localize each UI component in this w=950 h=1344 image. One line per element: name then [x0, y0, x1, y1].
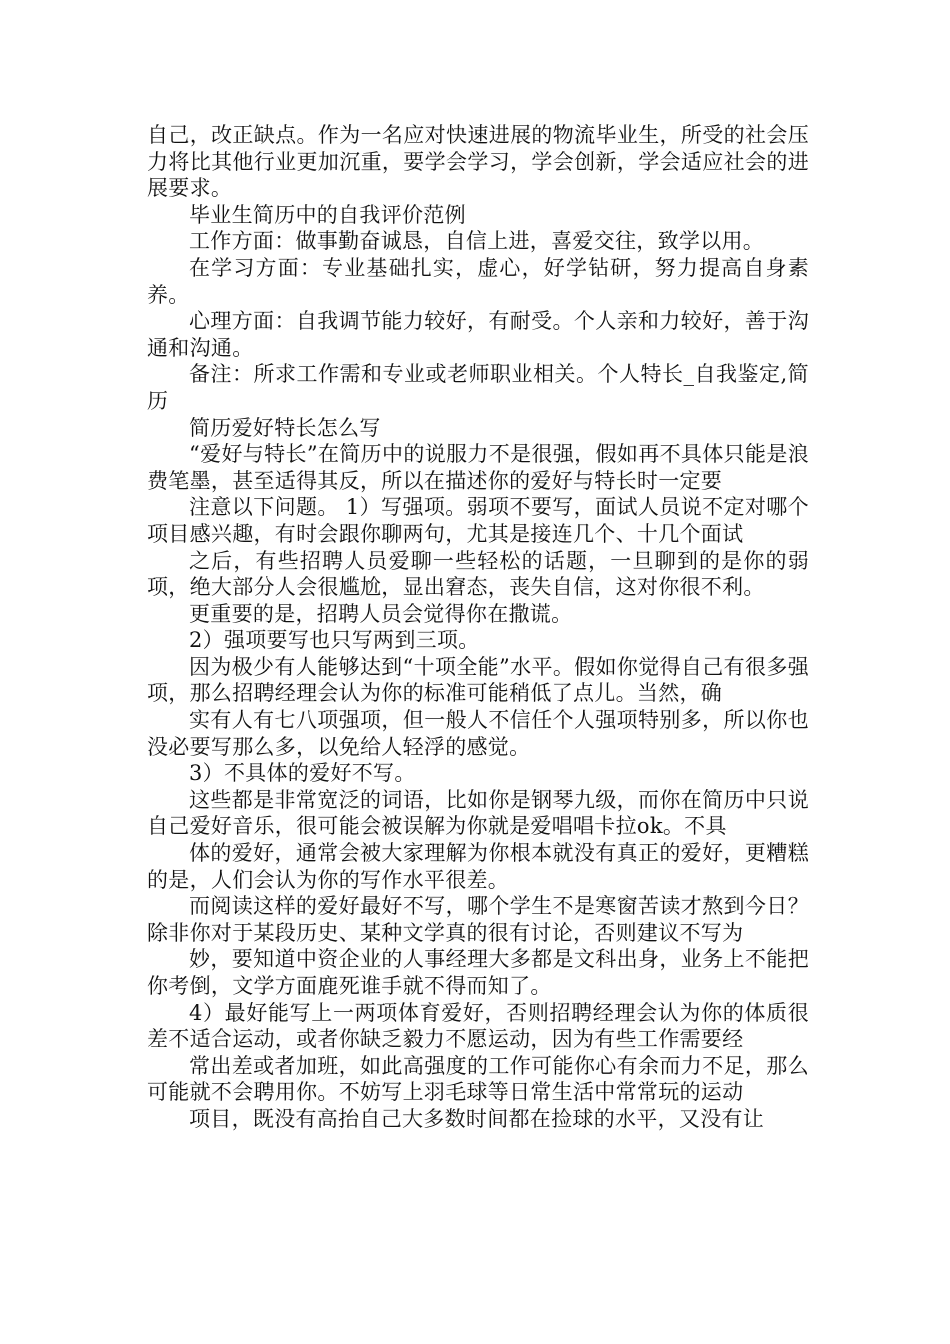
paragraph: 因为极少有人能够达到“十项全能”水平。假如你觉得自己有很多强项，那么招聘经理会认为你的标准可能稍低了点儿。当然，确	[147, 654, 809, 706]
paragraph: 项目，既没有高抬自己大多数时间都在捡球的水平，又没有让	[189, 1106, 765, 1131]
paragraph: 而阅读这样的爱好最好不写，哪个学生不是寒窗苦读才熬到今日？除非你对于某段历史、某种文学真的很有讨论，否则建议不写为	[147, 894, 809, 945]
paragraph: 体的爱好，通常会被大家理解为你根本就没有真正的爱好，更糟糕的是，人们会认为你的写作水平很差。	[147, 841, 809, 892]
paragraph: 2）强项要写也只写两到三项。	[189, 628, 480, 653]
paragraph: 妙，要知道中资企业的人事经理大多都是文科出身，业务上不能把你考倒，文学方面鹿死谁手就不得而知了。	[147, 947, 809, 998]
paragraph: 注意以下问题。 1）写强项。弱项不要写，面试人员说不定对哪个项目感兴趣，有时会跟你聊两句，尤其是接连几个、十几个面试	[147, 495, 809, 546]
paragraph: 之后，有些招聘人员爱聊一些轻松的话题，一旦聊到的是你的弱项，绝大部分人会很尴尬，显出窘态，丧失自信，这对你很不利。	[147, 548, 809, 600]
section-heading: 毕业生简历中的自我评价范例	[189, 202, 466, 227]
paragraph: “爱好与特长”在简历中的说服力不是很强，假如再不具体只能是浪费笔墨，甚至适得其反，所以在描述你的爱好与特长时一定要	[147, 442, 809, 493]
paragraph: 在学习方面：专业基础扎实，虚心，好学钻研，努力提高自身素养。	[147, 255, 809, 307]
paragraph: 常出差或者加班，如此高强度的工作可能你心有余而力不足，那么可能就不会聘用你。不妨写上羽毛球等日常生活中常常玩的运动	[147, 1053, 809, 1105]
paragraph: 4）最好能写上一两项体育爱好，否则招聘经理会认为你的体质很差不适合运动，或者你缺乏毅力不愿运动，因为有些工作需要经	[147, 1000, 809, 1052]
section-heading: 简历爱好特长怎么写	[189, 415, 381, 440]
paragraph: 心理方面：自我调节能力较好，有耐受。个人亲和力较好，善于沟通和沟通。	[147, 309, 809, 360]
paragraph: 3）不具体的爱好不写。	[189, 761, 416, 786]
paragraph: 实有人有七八项强项，但一般人不信任个人强项特别多，所以你也没必要写那么多，以免给人轻浮的感觉。	[147, 708, 809, 759]
paragraph: 备注：所求工作需和专业或老师职业相关。个人特长_自我鉴定,简历	[147, 362, 809, 413]
paragraph: 这些都是非常宽泛的词语，比如你是钢琴九级，而你在简历中只说自己爱好音乐，很可能会被误解为你就是爱唱唱卡拉ok。不具	[147, 787, 809, 839]
paragraph: 工作方面：做事勤奋诚恳，自信上进，喜爱交往，致学以用。	[189, 229, 765, 254]
paragraph: 更重要的是，招聘人员会觉得你在撒谎。	[189, 601, 573, 626]
paragraph: 自己，改正缺点。作为一名应对快速进展的物流毕业生，所受的社会压力将比其他行业更加沉重，要学会学习，学会创新，学会适应社会的进展要求。	[147, 123, 809, 201]
document-page	[147, 122, 809, 1232]
